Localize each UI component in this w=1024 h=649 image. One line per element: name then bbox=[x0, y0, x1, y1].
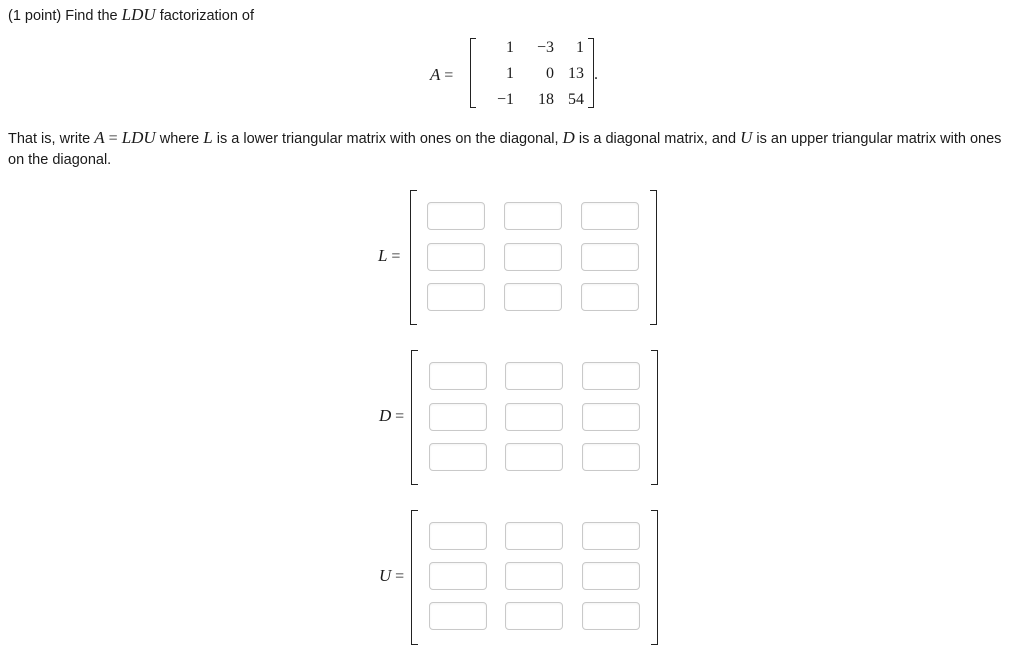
u-matrix-label bbox=[379, 566, 404, 586]
statement-symbol-l: L bbox=[203, 128, 213, 147]
statement-equals: = bbox=[108, 130, 118, 147]
l-entry-3-3[interactable] bbox=[581, 283, 639, 311]
u-entry-2-3[interactable] bbox=[582, 562, 640, 590]
u-entry-1-3[interactable] bbox=[582, 522, 640, 550]
statement-symbol-u: U bbox=[740, 128, 753, 147]
l-entry-2-2[interactable] bbox=[504, 243, 562, 271]
d-entry-2-2[interactable] bbox=[505, 403, 563, 431]
problem-statement bbox=[8, 127, 1020, 171]
l-matrix-label bbox=[378, 246, 400, 266]
statement-text: is a diagonal matrix, and bbox=[578, 131, 737, 147]
u-entry-1-2[interactable] bbox=[505, 522, 563, 550]
statement-text: is a lower triangular matrix with ones on the diagonal, bbox=[216, 131, 559, 147]
given-matrix-equals: = bbox=[444, 67, 454, 84]
d-entry-1-2[interactable] bbox=[505, 362, 563, 390]
given-matrix-cell: 18 bbox=[538, 91, 554, 108]
given-matrix-cell: 54 bbox=[568, 91, 584, 108]
d-matrix-answer bbox=[379, 350, 681, 485]
l-matrix-answer bbox=[378, 190, 680, 325]
d-matrix-equals: = bbox=[395, 408, 405, 425]
d-entry-2-3[interactable] bbox=[582, 403, 640, 431]
d-entry-3-3[interactable] bbox=[582, 443, 640, 471]
statement-symbol-a: A bbox=[94, 128, 105, 147]
u-matrix-left-bracket bbox=[411, 510, 418, 645]
d-entry-3-1[interactable] bbox=[429, 443, 487, 471]
header-points-text: (1 point) Find the bbox=[8, 8, 118, 24]
l-matrix-right-bracket bbox=[650, 190, 657, 325]
d-entry-1-1[interactable] bbox=[429, 362, 487, 390]
given-matrix-cell: 1 bbox=[576, 39, 584, 56]
l-matrix-equals: = bbox=[391, 248, 401, 265]
header-suffix-text: factorization of bbox=[159, 8, 255, 24]
given-matrix-cell: 1 bbox=[506, 65, 514, 82]
u-entry-3-3[interactable] bbox=[582, 602, 640, 630]
given-matrix-cell: 0 bbox=[546, 65, 554, 82]
statement-text: where bbox=[159, 131, 200, 147]
u-entry-2-1[interactable] bbox=[429, 562, 487, 590]
l-entry-1-2[interactable] bbox=[504, 202, 562, 230]
l-entry-3-1[interactable] bbox=[427, 283, 485, 311]
u-entry-2-2[interactable] bbox=[505, 562, 563, 590]
u-matrix-answer bbox=[379, 510, 681, 645]
l-entry-3-2[interactable] bbox=[504, 283, 562, 311]
l-matrix-name: L bbox=[378, 246, 388, 265]
l-entry-1-1[interactable] bbox=[427, 202, 485, 230]
d-entry-3-2[interactable] bbox=[505, 443, 563, 471]
given-matrix-name: A bbox=[430, 65, 441, 84]
problem-header bbox=[8, 5, 254, 25]
u-matrix-name: U bbox=[379, 566, 392, 585]
u-entry-3-1[interactable] bbox=[429, 602, 487, 630]
given-matrix-label bbox=[430, 65, 453, 85]
statement-symbol-d: D bbox=[562, 128, 575, 147]
l-entry-1-3[interactable] bbox=[581, 202, 639, 230]
u-entry-3-2[interactable] bbox=[505, 602, 563, 630]
statement-text: That is, write bbox=[8, 131, 91, 147]
d-matrix-label bbox=[379, 406, 404, 426]
l-entry-2-3[interactable] bbox=[581, 243, 639, 271]
given-matrix-cell: 1 bbox=[506, 39, 514, 56]
d-entry-1-3[interactable] bbox=[582, 362, 640, 390]
d-entry-2-1[interactable] bbox=[429, 403, 487, 431]
d-matrix-right-bracket bbox=[651, 350, 658, 485]
l-matrix-left-bracket bbox=[410, 190, 417, 325]
u-entry-1-1[interactable] bbox=[429, 522, 487, 550]
statement-text: is an upper triangular matrix with ones on the diagonal. bbox=[8, 131, 1002, 168]
d-matrix-name: D bbox=[379, 406, 392, 425]
given-matrix-cell: −1 bbox=[496, 91, 514, 108]
d-matrix-left-bracket bbox=[411, 350, 418, 485]
given-matrix-period: . bbox=[594, 66, 598, 83]
given-matrix-cell: −3 bbox=[536, 39, 554, 56]
given-matrix-cell: 13 bbox=[568, 65, 584, 82]
header-ldu-symbol: LDU bbox=[121, 5, 156, 24]
u-matrix-equals: = bbox=[395, 568, 405, 585]
statement-symbol-ldu: LDU bbox=[121, 128, 156, 147]
u-matrix-right-bracket bbox=[651, 510, 658, 645]
l-entry-2-1[interactable] bbox=[427, 243, 485, 271]
